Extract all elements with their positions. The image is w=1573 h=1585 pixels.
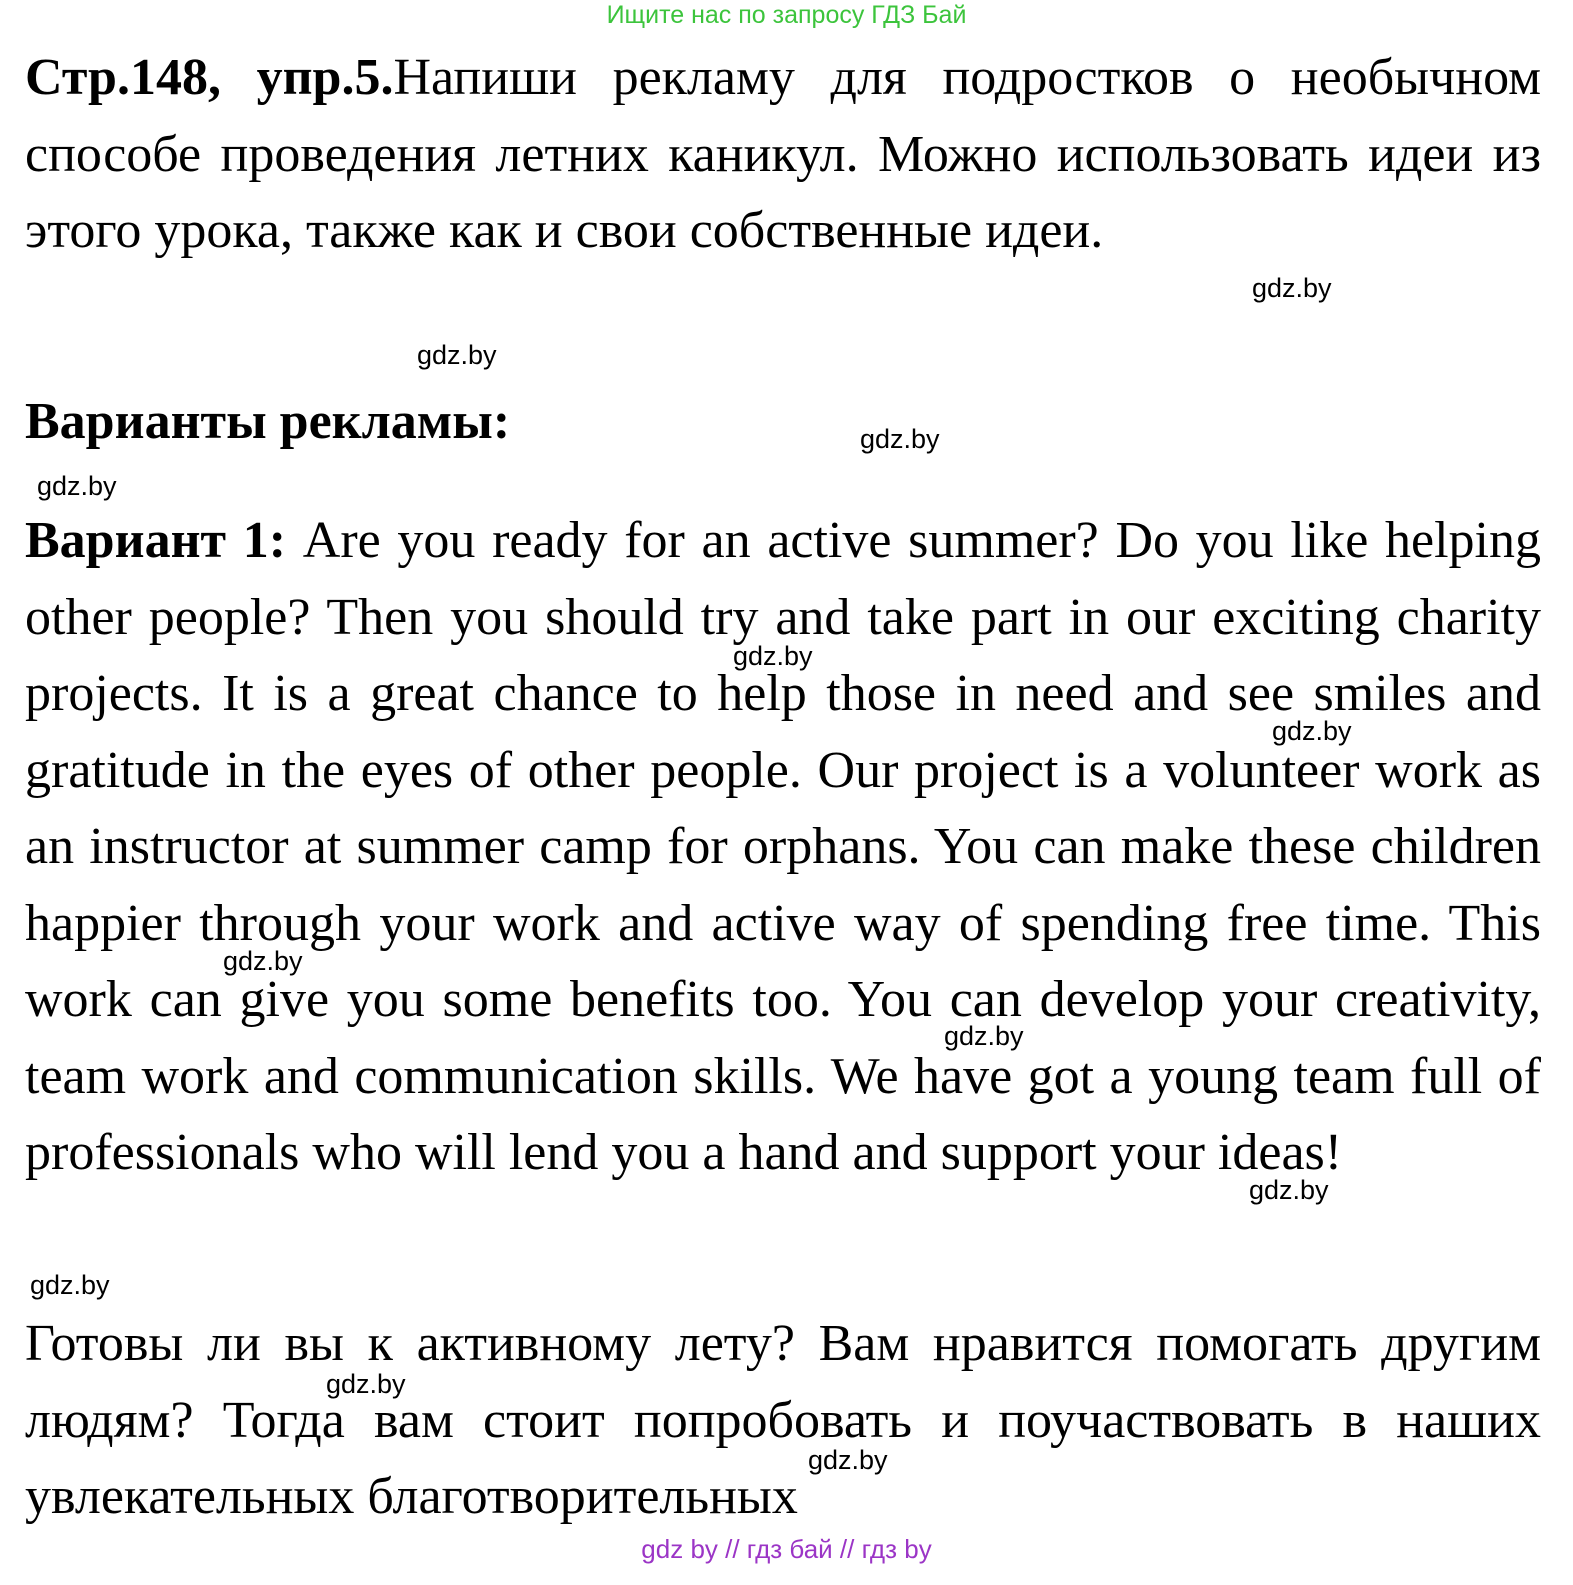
watermark: gdz.by	[944, 1021, 1024, 1051]
variant1-english-text: Are you ready for an active summer? Do you like helping other people? Then you should try and take part in our exciting charity projects. It is a great chance to help those in need and see smiles and gratitude in the eyes of other people. Our project is a volunteer work as an instructor at summer camp for orphans. You can make these children happier through your work and active way of spending free time. This work can give you some benefits too. You can develop your creativity, team work and communication skills. We have got a young team full of professionals who will lend you a hand and support your ideas!	[25, 512, 1541, 1181]
footer-links: gdz by // гдз бай // гдз by	[641, 1534, 932, 1564]
watermark: gdz.by	[733, 641, 813, 671]
top-banner: Ищите нас по запросу ГДЗ Бай	[606, 1, 967, 29]
task-label: Стр.148, упр.5.	[25, 49, 394, 106]
section-heading: Варианты рекламы:	[25, 393, 511, 450]
watermark: gdz.by	[808, 1445, 888, 1475]
task-text: Напиши рекламу для подростков о необычном способе проведения летних каникул. Можно использовать идеи из этого урока, также как и свои собственные идеи.	[25, 49, 1541, 259]
watermark: gdz.by	[1249, 1175, 1329, 1205]
watermark: gdz.by	[30, 1270, 110, 1300]
task-paragraph	[25, 40, 1541, 270]
watermark: gdz.by	[860, 424, 940, 454]
variant1-english-paragraph	[25, 503, 1541, 1192]
variant1-russian-paragraph: Готовы ли вы к активному лету? Вам нравится помогать другим людям? Тогда вам стоит попробовать и поучаствовать в наших увлекательных благотворительных	[25, 1315, 1541, 1525]
watermark: gdz.by	[223, 946, 303, 976]
watermark: gdz.by	[1252, 273, 1332, 303]
watermark: gdz.by	[417, 340, 497, 370]
watermark: gdz.by	[37, 471, 117, 501]
watermark: gdz.by	[1272, 716, 1352, 746]
watermark: gdz.by	[326, 1369, 406, 1399]
variant1-label: Вариант 1:	[25, 512, 287, 569]
